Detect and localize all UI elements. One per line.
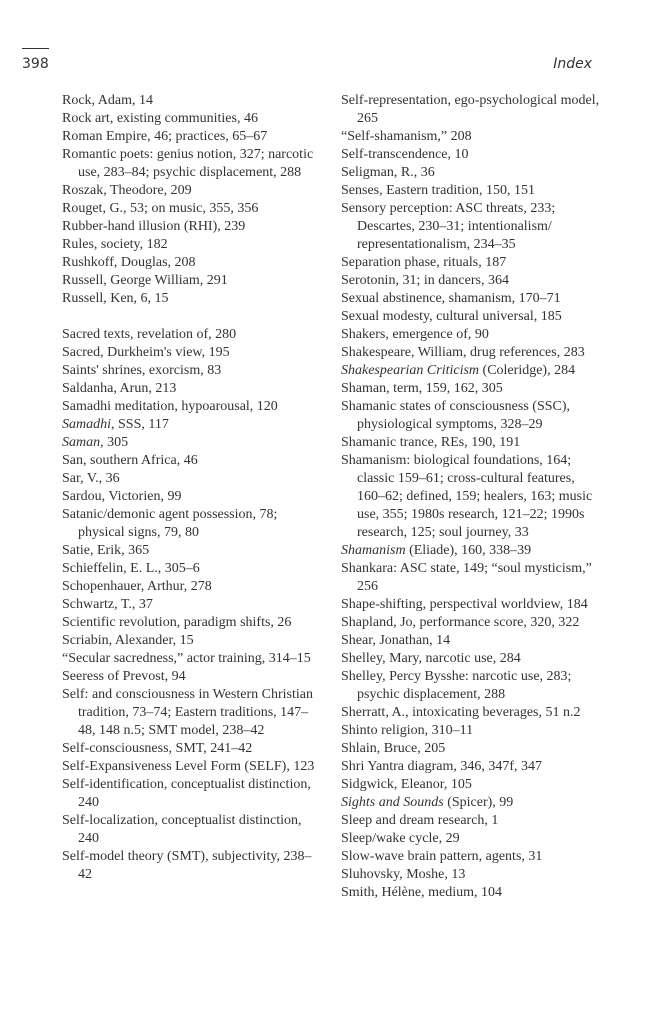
entry-text: Serotonin, 31; in dancers, 364 (341, 273, 509, 288)
entry-text: Shaman, term, 159, 162, 305 (341, 381, 503, 396)
entry-text: Samadhi meditation, hypoarousal, 120 (62, 399, 278, 414)
index-entry (341, 290, 603, 308)
index-entry (341, 200, 603, 254)
entry-text: Shamanic states of consciousness (SSC), physiological symptoms, 328–29 (341, 399, 571, 432)
entry-text: Shape-shifting, perspectival worldview, 184 (341, 597, 588, 612)
index-entry (341, 380, 603, 398)
entry-text: Satie, Erik, 365 (62, 543, 150, 558)
index-entry (341, 722, 603, 740)
index-entry (62, 632, 320, 650)
entry-text: Self: and consciousness in Western Christian tradition, 73–74; Eastern traditions, 147–48, 148 n.5; SMT model, 238–42 (62, 687, 313, 738)
entry-text: Sleep and dream research, 1 (341, 813, 499, 828)
index-entry (62, 272, 320, 290)
index-entry (62, 236, 320, 254)
index-entry (62, 848, 320, 884)
entry-text: Self-localization, conceptualist distinction, 240 (62, 813, 302, 846)
index-entry (341, 794, 603, 812)
entry-text: Schopenhauer, Arthur, 278 (62, 579, 212, 594)
entry-text: Smith, Hélène, medium, 104 (341, 885, 502, 900)
entry-text: , 305 (100, 435, 129, 450)
index-entry (341, 884, 603, 902)
entry-text: Schwartz, T., 37 (62, 597, 153, 612)
index-entry (341, 704, 603, 722)
index-entry (341, 344, 603, 362)
entry-text: Roman Empire, 46; practices, 65–67 (62, 129, 268, 144)
index-entry (341, 182, 603, 200)
index-entry (341, 650, 603, 668)
index-entry (341, 164, 603, 182)
entry-text: Sexual abstinence, shamanism, 170–71 (341, 291, 561, 306)
entry-text: Self-Expansiveness Level Form (SELF), 123 (62, 759, 315, 774)
entry-text: Sacred, Durkheim's view, 195 (62, 345, 230, 360)
entry-text: Sidgwick, Eleanor, 105 (341, 777, 472, 792)
entry-text: Seligman, R., 36 (341, 165, 435, 180)
index-entry (341, 398, 603, 434)
index-entry (62, 560, 320, 578)
index-entry (341, 434, 603, 452)
index-column-right (341, 92, 603, 902)
entry-text: Slow-wave brain pattern, agents, 31 (341, 849, 543, 864)
entry-text: Rock, Adam, 14 (62, 93, 153, 108)
entry-text: Sexual modesty, cultural universal, 185 (341, 309, 562, 324)
entry-text: (Eliade), 160, 338–39 (405, 543, 532, 558)
index-entry (341, 254, 603, 272)
entry-text: San, southern Africa, 46 (62, 453, 198, 468)
entry-text: Rules, society, 182 (62, 237, 168, 252)
entry-text: Shankara: ASC state, 149; “soul mysticism,” 256 (341, 561, 592, 594)
entry-text: Sacred texts, revelation of, 280 (62, 327, 237, 342)
entry-text: Shakespeare, William, drug references, 283 (341, 345, 585, 360)
index-entry (62, 182, 320, 200)
index-entry (62, 470, 320, 488)
index-entry (341, 848, 603, 866)
index-entry (62, 254, 320, 272)
entry-text: Shlain, Bruce, 205 (341, 741, 446, 756)
entry-italic-title: Saman (62, 435, 101, 450)
index-entry (341, 758, 603, 776)
entry-text: Roszak, Theodore, 209 (62, 183, 192, 198)
index-entry (62, 110, 320, 128)
index-entry (341, 362, 603, 380)
index-entry (341, 308, 603, 326)
index-entry (341, 146, 603, 164)
index-entry (62, 362, 320, 380)
index-entry (62, 650, 320, 668)
entry-text: Romantic poets: genius notion, 327; narcotic use, 283–84; psychic displacement, 288 (62, 147, 314, 180)
index-entry (62, 344, 320, 362)
entry-text: Shinto religion, 310–11 (341, 723, 474, 738)
entry-text: Russell, George William, 291 (62, 273, 228, 288)
index-column-left (62, 92, 320, 884)
entry-text: Rouget, G., 53; on music, 355, 356 (62, 201, 259, 216)
entry-text: Scriabin, Alexander, 15 (62, 633, 194, 648)
index-entry (341, 560, 603, 596)
index-entry (62, 614, 320, 632)
entry-text: (Spicer), 99 (443, 795, 514, 810)
entry-text: Shapland, Jo, performance score, 320, 322 (341, 615, 580, 630)
index-entry (62, 740, 320, 758)
index-entry (341, 812, 603, 830)
index-entry (62, 452, 320, 470)
index-entry (341, 830, 603, 848)
entry-text: Sleep/wake cycle, 29 (341, 831, 460, 846)
entry-text: Rushkoff, Douglas, 208 (62, 255, 196, 270)
entry-text: Self-representation, ego-psychological model, 265 (341, 93, 600, 126)
index-entry (341, 542, 603, 560)
entry-text: Shear, Jonathan, 14 (341, 633, 451, 648)
index-entry (62, 506, 320, 542)
index-entry (341, 866, 603, 884)
index-entry (62, 92, 320, 110)
entry-italic-title: Shamanism (341, 543, 406, 558)
entry-text: Self-identification, conceptualist distinction, 240 (62, 777, 311, 810)
index-entry (62, 434, 320, 452)
index-entry (62, 668, 320, 686)
index-entry (341, 668, 603, 704)
entry-text: Rubber-hand illusion (RHI), 239 (62, 219, 246, 234)
index-entry (62, 146, 320, 182)
index-entry (341, 596, 603, 614)
entry-text: Senses, Eastern tradition, 150, 151 (341, 183, 536, 198)
entry-text: Shakers, emergence of, 90 (341, 327, 489, 342)
index-entry (62, 218, 320, 236)
index-entry (341, 632, 603, 650)
entry-text: Satanic/demonic agent possession, 78; physical signs, 79, 80 (62, 507, 278, 540)
entry-text: , SSS, 117 (111, 417, 169, 432)
entry-text: (Coleridge), 284 (479, 363, 576, 378)
entry-text: “Secular sacredness,” actor training, 314–15 (62, 651, 311, 666)
index-entry (341, 776, 603, 794)
index-entry (62, 542, 320, 560)
entry-text: Scientific revolution, paradigm shifts, 26 (62, 615, 292, 630)
entry-text: Shelley, Mary, narcotic use, 284 (341, 651, 521, 666)
entry-text: Shamanism: biological foundations, 164; classic 159–61; cross-cultural features, 160–62; defined, 159; healers, 163; music use, 355; 1980s research, 121–22; 1990s research, 125; soul journey, 33 (341, 453, 593, 540)
index-entry (62, 686, 320, 740)
entry-italic-title: Shakespearian Criticism (341, 363, 480, 378)
index-entry (62, 488, 320, 506)
entry-text: Schieffelin, E. L., 305–6 (62, 561, 200, 576)
index-entry (341, 92, 603, 128)
entry-text: “Self-shamanism,” 208 (341, 129, 472, 144)
entry-text: Self-transcendence, 10 (341, 147, 469, 162)
index-entry (62, 596, 320, 614)
index-entry (62, 128, 320, 146)
index-entry (341, 614, 603, 632)
page-number: 398 (22, 56, 49, 72)
entry-text: Rock art, existing communities, 46 (62, 111, 258, 126)
index-entry (62, 416, 320, 434)
entry-text: Shri Yantra diagram, 346, 347f, 347 (341, 759, 543, 774)
index-entry (341, 740, 603, 758)
entry-text: Shamanic trance, REs, 190, 191 (341, 435, 521, 450)
index-entry (62, 200, 320, 218)
index-entry (62, 776, 320, 812)
index-entry (341, 452, 603, 542)
entry-text: Sluhovsky, Moshe, 13 (341, 867, 466, 882)
index-entry (62, 812, 320, 848)
index-entry (62, 290, 320, 308)
header-rule (22, 48, 49, 49)
entry-text: Self-model theory (SMT), subjectivity, 238–42 (62, 849, 312, 882)
entry-italic-title: Samadhi (62, 417, 111, 432)
entry-text: Sar, V., 36 (62, 471, 120, 486)
entry-text: Shelley, Percy Bysshe: narcotic use, 283; psychic displacement, 288 (341, 669, 572, 702)
index-entry (341, 128, 603, 146)
entry-text: Sardou, Victorien, 99 (62, 489, 182, 504)
index-entry (341, 326, 603, 344)
index-entry (62, 578, 320, 596)
entry-text: Self-consciousness, SMT, 241–42 (62, 741, 253, 756)
section-gap (62, 308, 320, 326)
running-head: Index (553, 56, 592, 72)
entry-text: Saints' shrines, exorcism, 83 (62, 363, 222, 378)
entry-text: Sensory perception: ASC threats, 233; Descartes, 230–31; intentionalism/ representationalism, 234–35 (341, 201, 556, 252)
index-entry (62, 326, 320, 344)
entry-italic-title: Sights and Sounds (341, 795, 444, 810)
index-entry (341, 272, 603, 290)
index-entry (62, 380, 320, 398)
index-entry (62, 758, 320, 776)
entry-text: Separation phase, rituals, 187 (341, 255, 507, 270)
entry-text: Saldanha, Arun, 213 (62, 381, 177, 396)
entry-text: Russell, Ken, 6, 15 (62, 291, 169, 306)
index-entry (62, 398, 320, 416)
entry-text: Sherratt, A., intoxicating beverages, 51 n.2 (341, 705, 581, 720)
entry-text: Seeress of Prevost, 94 (62, 669, 186, 684)
